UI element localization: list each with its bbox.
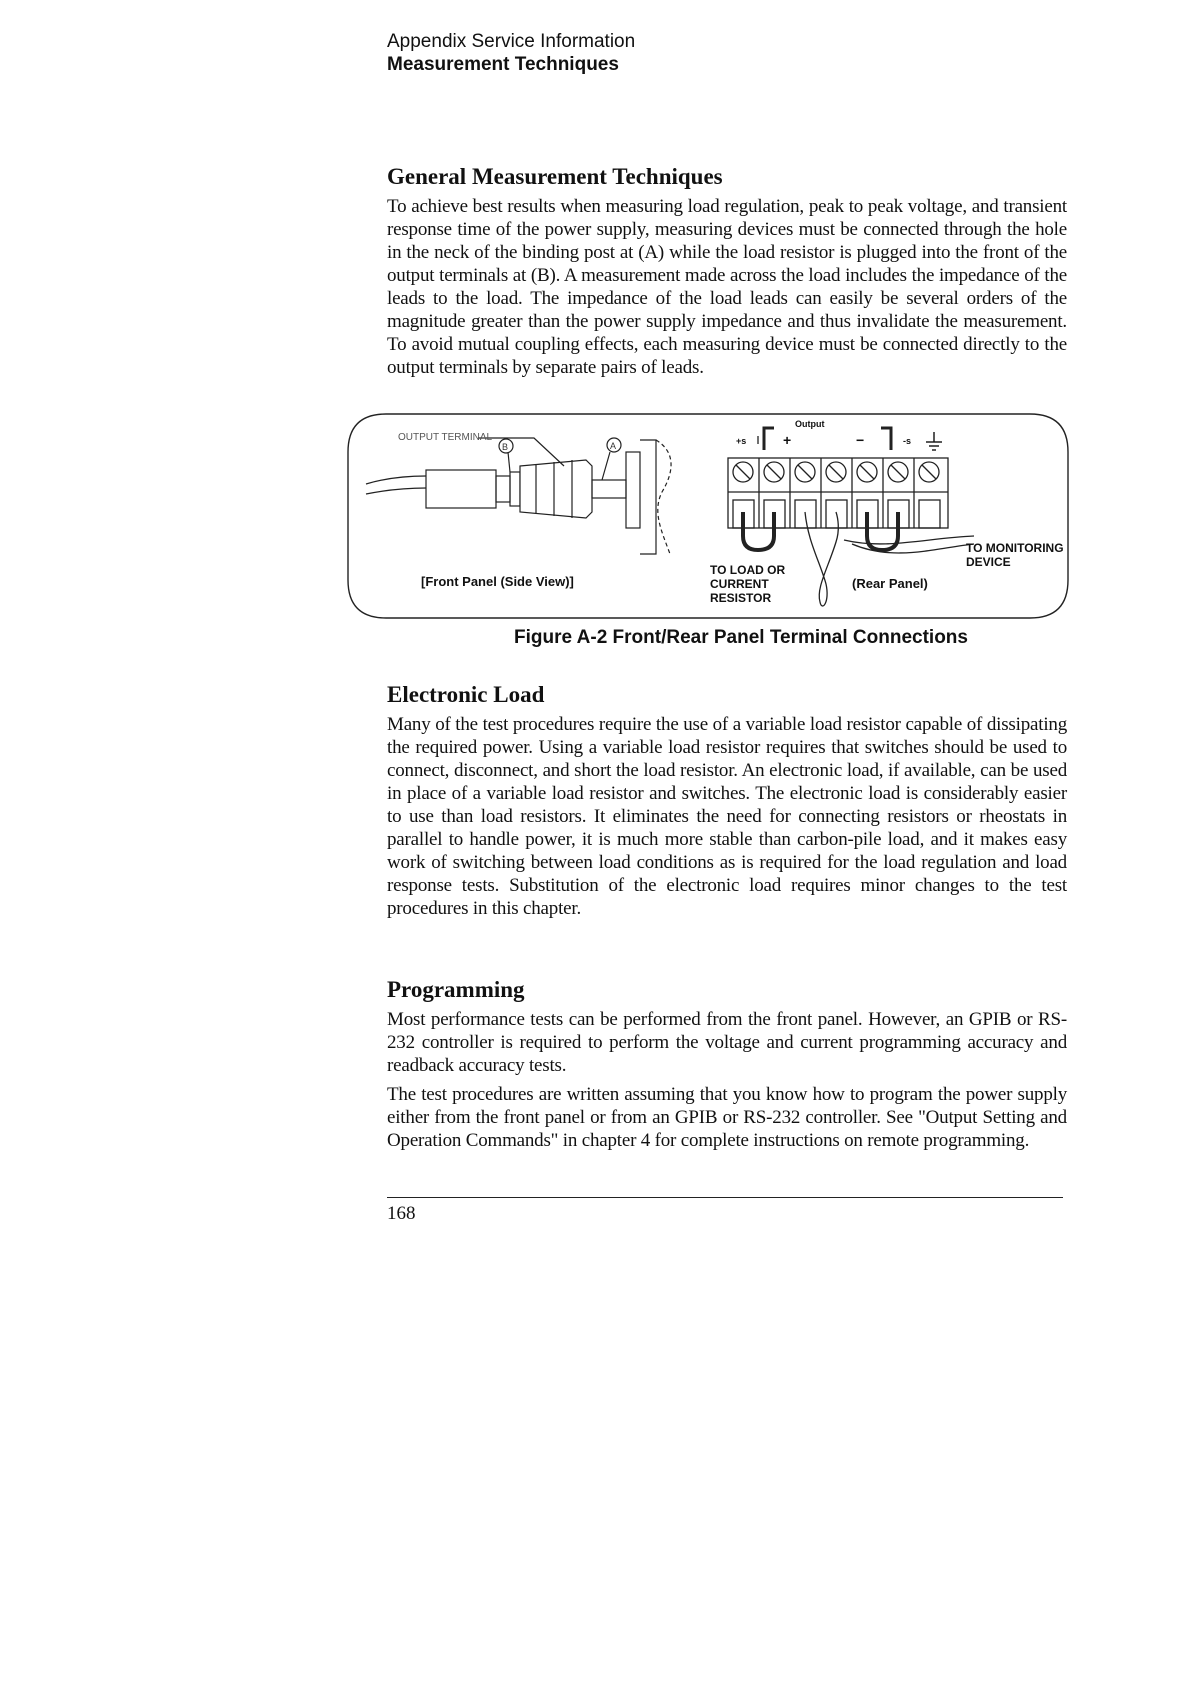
paragraph: Many of the test procedures require the use of a variable load resistor capable of dissipating the required power. Using a variable load resistor requires that switches should be used to connect, disconnect, and short the load resistor. An electronic load, if available, can be used in place of a variable load resistor and switches. The electronic load is considerably easier to use than load resistors. It eliminates the need for connecting resistors or rheostats in parallel to handle power, it is much more stable than carbon-pile load, and it makes easy work of switching between load conditions as is required for the load regulation and load response tests. Substitution of the electronic load requires minor changes to the test procedures in this chapter.: [387, 714, 1067, 919]
header-section: Measurement Techniques: [387, 54, 619, 75]
section-programming: [387, 976, 1067, 1158]
output-label: Output: [795, 419, 825, 429]
minus-sense-label: -s: [903, 436, 912, 446]
page-number: 168: [387, 1203, 416, 1224]
minus-label: −: [856, 432, 865, 448]
rear-panel-label: (Rear Panel): [852, 576, 928, 591]
paragraph: The test procedures are written assuming that you know how to program the power supply either from the front panel or from an GPIB or RS-232 controller. See "Output Setting and Operation Commands" in chapter 4 for complete instructions on remote programming.: [387, 1084, 1067, 1151]
figure-caption: Figure A-2 Front/Rear Panel Terminal Connections: [514, 627, 968, 648]
monitoring-label-line2: DEVICE: [966, 555, 1011, 569]
output-terminal-label: OUTPUT TERMINAL: [398, 432, 493, 443]
ground-icon: [926, 432, 942, 450]
figure-drawing: [346, 412, 1070, 620]
monitoring-label-line1: TO MONITORING: [966, 541, 1064, 555]
front-panel-drawing: [366, 438, 671, 554]
point-b-label: B: [502, 442, 509, 452]
point-a-label: A: [610, 441, 617, 451]
load-label-line2: CURRENT: [710, 577, 769, 591]
section-title: General Measurement Techniques: [387, 164, 723, 189]
load-label-line1: TO LOAD OR: [710, 563, 786, 577]
section-electronic-load: [387, 681, 1067, 926]
section-title: Electronic Load: [387, 682, 545, 707]
plus-sense-label: +s: [736, 436, 747, 446]
header-chapter: Appendix Service Information: [387, 31, 636, 52]
footer-rule: [387, 1197, 1063, 1198]
plus-label: +: [783, 432, 792, 448]
section-title: Programming: [387, 977, 525, 1002]
running-header: [387, 30, 635, 76]
section-general: [387, 163, 1067, 385]
paragraph: To achieve best results when measuring load regulation, peak to peak voltage, and transient response time of the power supply, measuring devices must be connected through the hole in the neck of the binding post at (A) while the load resistor is plugged into the front of the output terminals at (B). A measurement made across the load includes the impedance of the leads to the load. The impedance of the load leads can easily be several orders of the magnitude greater than the power supply impedance and thus invalidate the measurement. To avoid mutual coupling effects, each measuring device must be connected directly to the output terminals by separate pairs of leads.: [387, 196, 1067, 378]
front-panel-label: [Front Panel (Side View)]: [421, 574, 574, 589]
load-label-line3: RESISTOR: [710, 591, 772, 605]
terminal-connections-figure: [346, 412, 1070, 620]
paragraph: Most performance tests can be performed from the front panel. However, an GPIB or RS-232 controller is required to perform the voltage and current programming accuracy and readback accuracy tests.: [387, 1009, 1067, 1076]
